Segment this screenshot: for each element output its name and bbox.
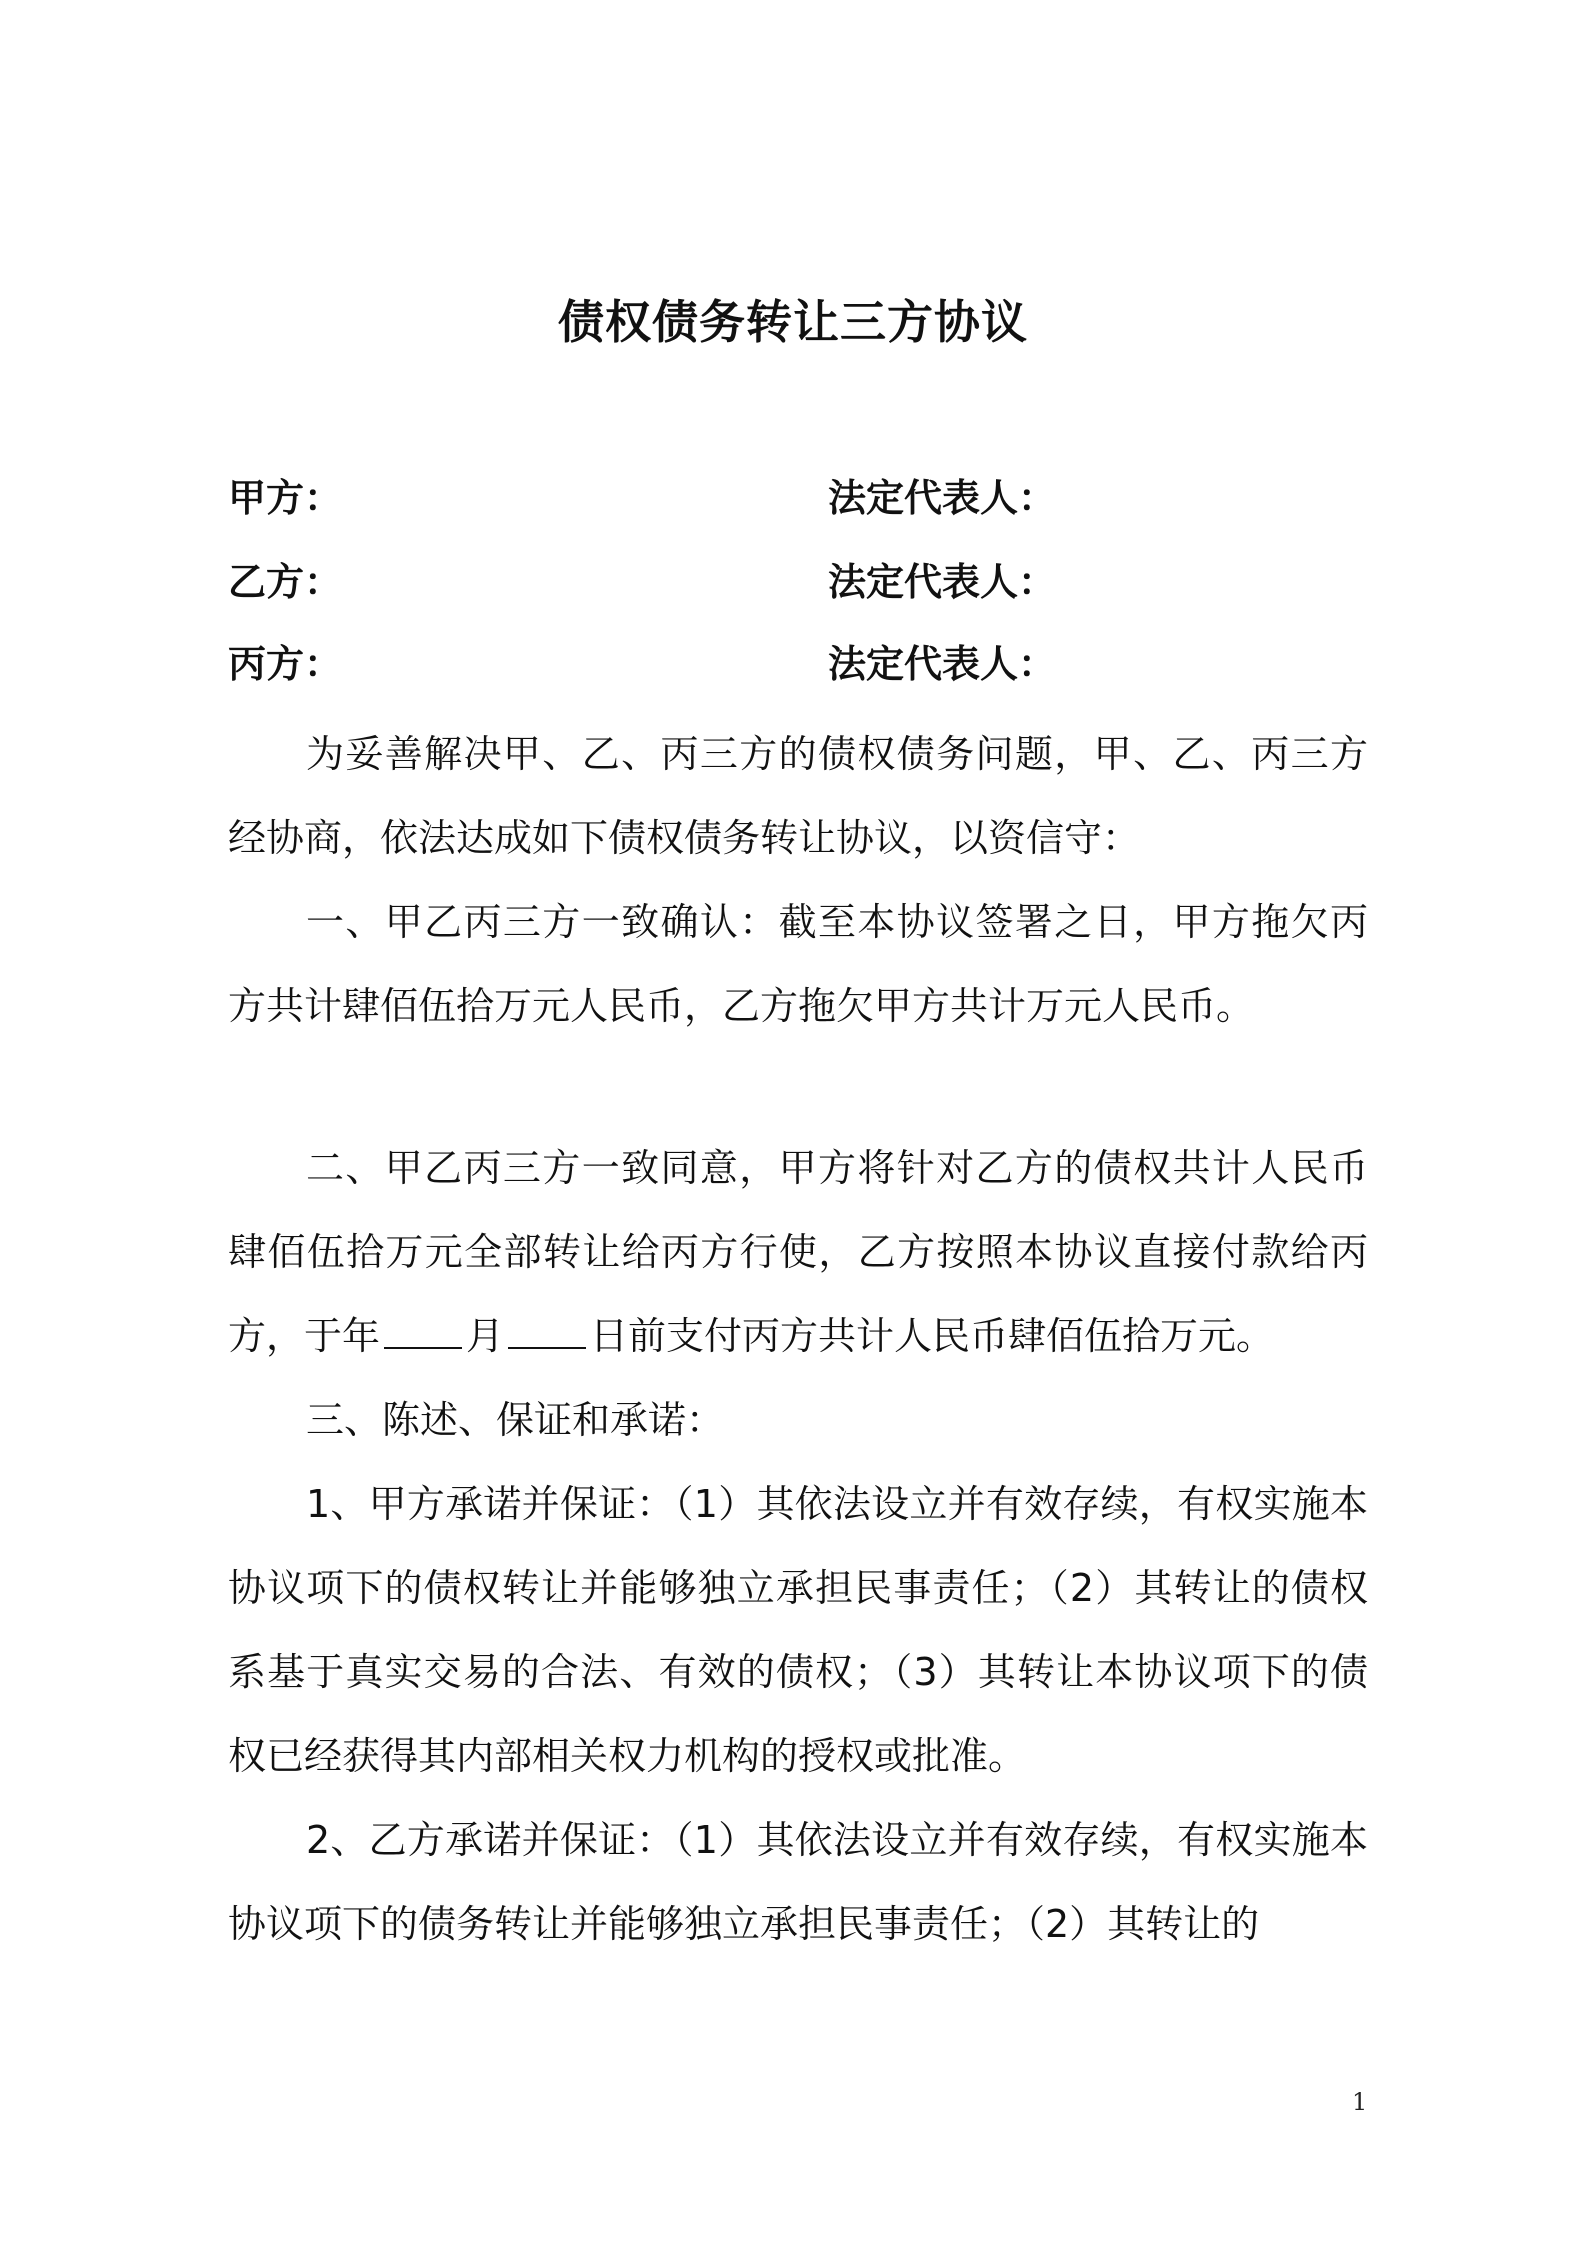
clause-three-heading: 三、陈述、保证和承诺： [306,1398,725,1442]
page-number: 1 [1352,2088,1368,2116]
party-b-label: 乙方： [228,560,343,604]
party-b-representative-label: 法定代表人： [828,560,1057,604]
party-row-b [228,552,1368,612]
clause-two [228,1126,1368,1378]
clause-two-text-part2: 日前支付丙方共计人民币肆佰伍拾万元。 [590,1314,1275,1358]
clause-three-item-1: 1、甲方承诺并保证：（1）其依法设立并有效存续，有权实施本协议项下的债权转让并能够独立承担民事责任；（2）其转让的债权系基于真实交易的合法、有效的债权；（3）其转让本协议项下的债权已经获得其内部相关权力机构的授权或批准。 [228,1482,1368,1778]
intro-paragraph: 为妥善解决甲、乙、丙三方的债权债务问题，甲、乙、丙三方经协商，依法达成如下债权债务转让协议，以资信守： [228,732,1368,860]
party-row-a [228,468,1368,528]
party-row-c [228,634,1368,694]
party-c-representative-label: 法定代表人： [828,642,1057,686]
document-title: 债权债务转让三方协议 [558,295,1028,349]
clause-two-text-part1: 二、甲乙丙三方一致同意，甲方将针对乙方的债权共计人民币肆佰伍拾万元全部转让给丙方行使，乙方按照本协议直接付款给丙方，于年 [228,1146,1368,1358]
clause-one: 一、甲乙丙三方一致确认：截至本协议签署之日，甲方拖欠丙方共计肆佰伍拾万元人民币，乙方拖欠甲方共计万元人民币。 [228,900,1368,1028]
party-a-label: 甲方： [228,476,343,520]
clause-three-item-2: 2、乙方承诺并保证：（1）其依法设立并有效存续，有权实施本协议项下的债务转让并能够独立承担民事责任；（2）其转让的 [228,1818,1368,1946]
clause-two-month: 月 [466,1314,505,1358]
month-blank [508,1315,586,1349]
party-c-label: 丙方： [228,642,343,686]
year-blank [384,1315,462,1349]
party-a-representative-label: 法定代表人： [828,476,1057,520]
